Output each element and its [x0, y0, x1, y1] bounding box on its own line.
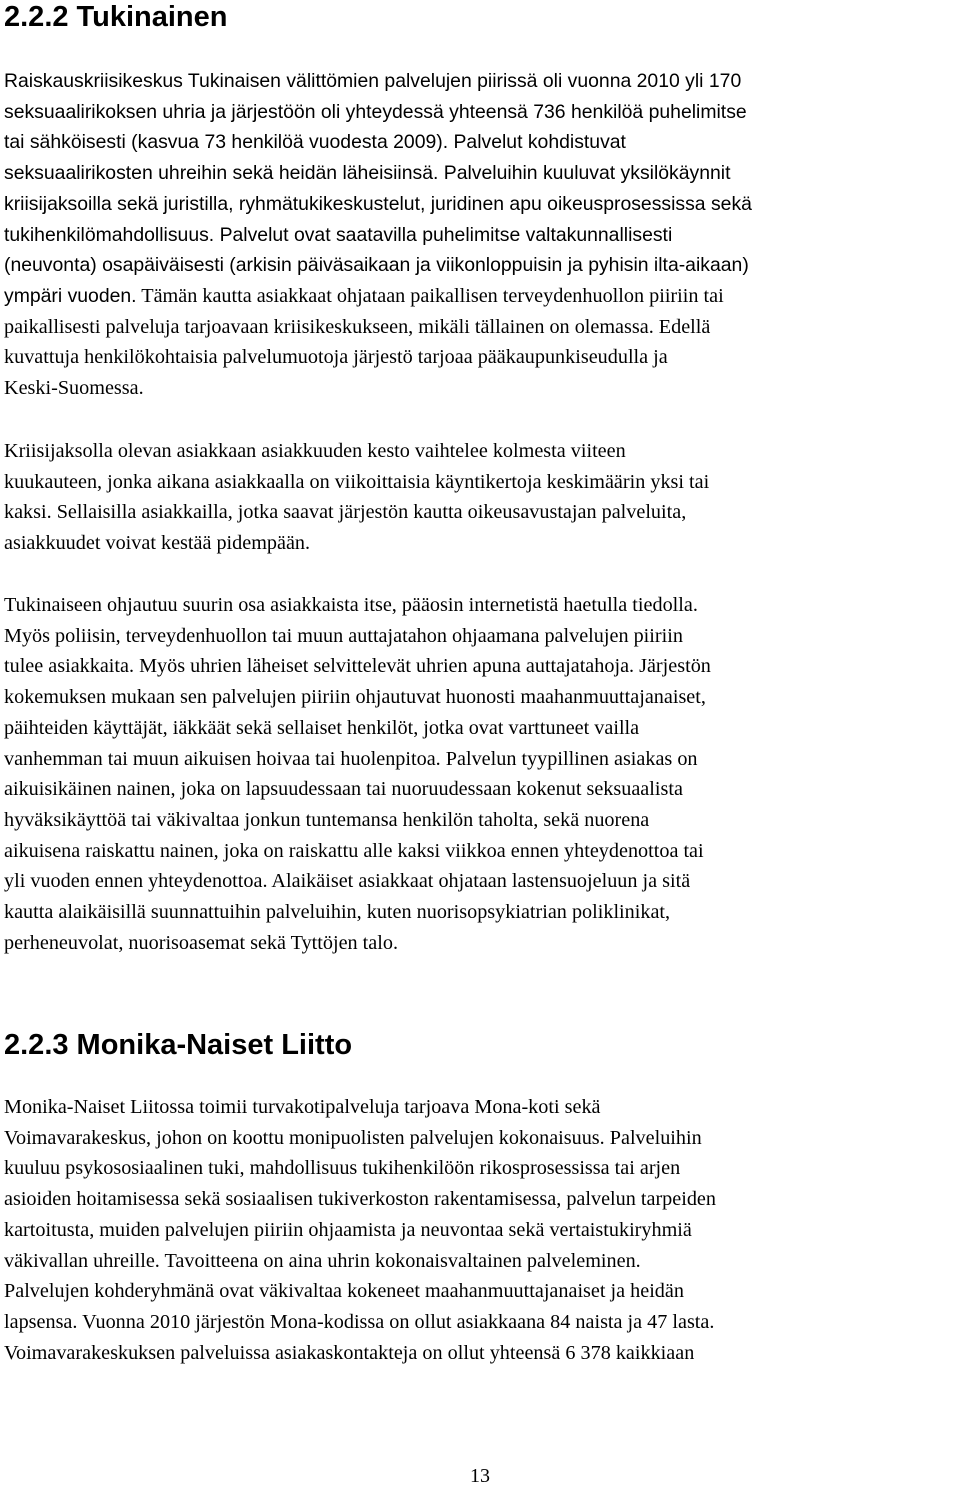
- text-line: tukihenkilömahdollisuus. Palvelut ovat saatavilla puhelimitse valtakunnallisesti: [4, 223, 673, 246]
- text-line: lapsensa. Vuonna 2010 järjestön Mona-kodissa on ollut asiakkaana 84 naista ja 47 lasta.: [4, 1310, 715, 1333]
- text-line: (neuvonta) osapäiväisesti (arkisin päiväsaikaan ja viikonloppuisin ja pyhisin ilta-aikaan): [4, 254, 749, 277]
- text-line: yli vuoden ennen yhteydenottoa. Alaikäiset asiakkaat ohjataan lastensuojeluun ja sitä: [4, 870, 691, 893]
- text-line: aikuisena raiskattu nainen, joka on raiskattu alle kaksi viikkoa ennen yhteydenottoa tai: [4, 839, 704, 862]
- text-line: Voimavarakeskuksen palveluissa asiakaskontakteja on ollut yhteensä 6 378 kaikkiaan: [4, 1341, 695, 1364]
- paragraph-client-referral: [4, 590, 956, 958]
- text-line: asioiden hoitamisessa sekä sosiaalisen tukiverkoston rakentamisessa, palvelun tarpeiden: [4, 1188, 716, 1211]
- text-line: perheneuvolat, nuorisoasemat sekä Tyttöjen talo.: [4, 931, 399, 954]
- paragraph-client-duration: [4, 436, 956, 559]
- text-line: Raiskauskriisikeskus Tukinaisen välittömien palvelujen piirissä oli vuonna 2010 yli 170: [4, 70, 742, 92]
- text-line: Myös poliisin, terveydenhuollon tai muun auttajatahon ohjaamana palvelujen piiriin: [4, 624, 683, 647]
- text-line: Kriisijaksolla olevan asiakkaan asiakkuuden kesto vaihtelee kolmesta viiteen: [4, 440, 626, 462]
- text-line: päihteiden käyttäjät, iäkkäät sekä sellaiset henkilöt, jotka ovat varttuneet vailla: [4, 716, 640, 739]
- text-line: seksuaalirikosten uhreihin sekä heidän läheisiinsä. Palveluihin kuuluvat yksilökäynnit: [4, 162, 731, 185]
- text-line: väkivallan uhreille. Tavoitteena on aina uhrin kokonaisvaltainen palveleminen.: [4, 1249, 641, 1272]
- text-line: Monika-Naiset Liitossa toimii turvakotipalveluja tarjoava Mona-koti sekä: [4, 1096, 601, 1118]
- section-heading-monika-naiset: 2.2.3 Monika-Naiset Liitto: [4, 1029, 353, 1061]
- page-number: 13: [470, 1465, 490, 1487]
- text-line: vanhemman tai muun aikuisen hoivaa tai huolenpitoa. Palvelun tyypillinen asiakas on: [4, 747, 698, 770]
- text-line: kaksi. Sellaisilla asiakkailla, jotka saavat järjestön kautta oikeusavustajan palveluita,: [4, 501, 687, 524]
- text-line: tulee asiakkaita. Myös uhrien läheiset selvittelevät uhrien apuna auttajatahoja. Järjestön: [4, 655, 711, 678]
- text-line: aikuisikäinen nainen, joka on lapsuudessaan tai nuoruudessaan kokenut seksuaalista: [4, 778, 683, 801]
- text-line: Voimavarakeskus, johon on koottu monipuolisten palvelujen kokonaisuus. Palveluihin: [4, 1126, 702, 1149]
- text-line-part: Tämän kautta asiakkaat ohjataan paikallisen terveydenhuollon piiriin tai: [136, 284, 724, 307]
- text-line: kartoitusta, muiden palvelujen piiriin ohjaamista ja neuvontaa sekä vertaistukiryhmiä: [4, 1218, 692, 1241]
- text-line: kuukauteen, jonka aikana asiakkaalla on viikoittaisia käyntikertoja keskimäärin yksi tai: [4, 470, 710, 493]
- text-line: Tukinaiseen ohjautuu suurin osa asiakkaista itse, pääosin internetistä haetulla tiedolla.: [4, 594, 698, 616]
- text-line: Keski-Suomessa.: [4, 377, 144, 400]
- text-line: tai sähköisesti (kasvua 73 henkilöä vuodesta 2009). Palvelut kohdistuvat: [4, 131, 626, 154]
- text-line: kokemuksen mukaan sen palvelujen piiriin ohjautuvat huonosti maahanmuuttajanaiset,: [4, 686, 706, 709]
- paragraph-monika-naiset-services: [4, 1092, 956, 1368]
- text-line-part: ympäri vuoden.: [4, 284, 137, 307]
- text-line: kautta alaikäisillä suunnattuihin palveluihin, kuten nuorisopsykiatrian poliklinikat,: [4, 901, 671, 924]
- paragraph-tukinainen-services: [4, 66, 956, 404]
- text-line: [4, 281, 956, 312]
- text-line: paikallisesti palveluja tarjoavaan kriisikeskukseen, mikäli tällainen on olemassa. Edellä: [4, 315, 711, 338]
- text-line: kuuluu psykososiaalinen tuki, mahdollisuus tukihenkilöön rikosprosessissa tai arjen: [4, 1157, 681, 1180]
- text-line: seksuaalirikoksen uhria ja järjestöön oli yhteydessä yhteensä 736 henkilöä puhelimitse: [4, 100, 747, 123]
- section-heading-tukinainen: 2.2.2 Tukinainen: [4, 1, 228, 33]
- text-line: kuvattuja henkilökohtaisia palvelumuotoja järjestö tarjoaa pääkaupunkiseudulla ja: [4, 346, 668, 369]
- text-line: Palvelujen kohderyhmänä ovat väkivaltaa kokeneet maahanmuuttajanaiset ja heidän: [4, 1280, 684, 1303]
- text-line: hyväksikäyttöä tai väkivaltaa jonkun tuntemansa henkilön taholta, sekä nuorena: [4, 808, 650, 831]
- text-line: kriisijaksoilla sekä juristilla, ryhmätukikeskustelut, juridinen apu oikeusprosessissa sekä: [4, 192, 752, 215]
- text-line: asiakkuudet voivat kestää pidempään.: [4, 532, 311, 555]
